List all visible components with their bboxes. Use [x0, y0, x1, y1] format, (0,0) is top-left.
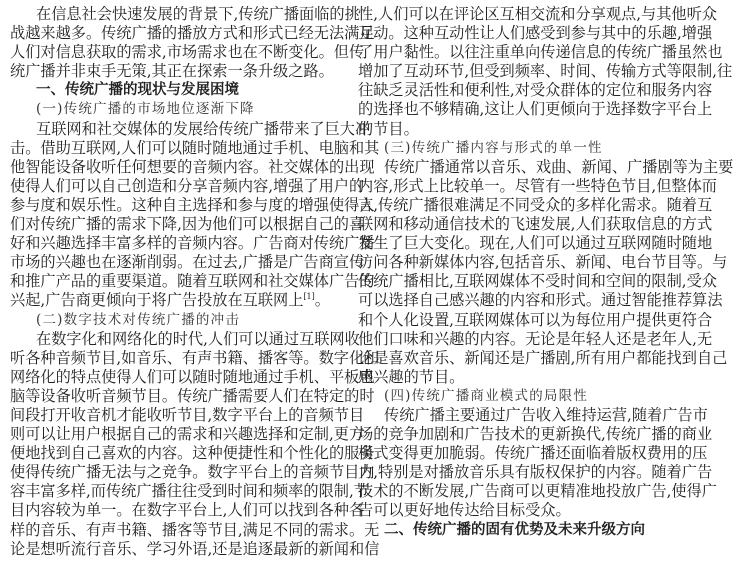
line-text: 感兴趣的节目。 — [358, 367, 465, 386]
line-text: 容丰富多样,而传统广播往往受到时间和频率的限制,节 — [10, 482, 369, 501]
text-line — [358, 272, 717, 291]
line-text: 论是喜欢音乐、新闻还是广播剧,所有用户都能找到自己 — [358, 348, 728, 367]
text-line — [10, 520, 380, 540]
line-text: 人们对信息获取的需求,市场需求也在不断变化。但传 — [10, 43, 365, 62]
line-text: 可以选择自己感兴趣的内容和形式。通过智能推荐算法 — [358, 291, 723, 310]
text-line — [358, 310, 713, 330]
text-line — [358, 5, 717, 24]
text-line — [358, 234, 713, 253]
text-line — [10, 272, 375, 291]
text-line — [358, 405, 708, 425]
left-column — [10, 5, 380, 559]
line-text: 场的竞争加剧和广告技术的更新换代,传统广播的商业 — [358, 425, 713, 444]
citation-reference[interactable]: [1] — [303, 292, 315, 302]
line-text: 技术的不断发展,广告商可以更精准地投放广告,使得广 — [358, 482, 717, 501]
text-line — [358, 100, 713, 119]
line-text: 性,人们可以在评论区互相交流和分享观点,与其他听众 — [358, 5, 717, 23]
text-line — [10, 138, 380, 158]
line-text: 内容,形式上比较单一。尽管有一些特色节目,但整体而 — [358, 176, 717, 195]
text-line — [10, 311, 331, 330]
line-text: 样的音乐、有声书籍、播客等节目,满足不同的需求。无 — [10, 520, 380, 539]
section-heading — [358, 521, 679, 540]
text-line — [10, 119, 371, 139]
paragraph — [358, 405, 717, 521]
text-line — [358, 329, 713, 349]
line-text: 了用户黏性。以往注重单向传递信息的传统广播虽然也 — [358, 43, 723, 62]
line-text: (三)传统广播内容与形式的单一性 — [384, 139, 603, 156]
line-text: (四)传统广播商业模式的局限性 — [384, 387, 589, 404]
paragraph — [10, 5, 375, 81]
text-line — [10, 348, 380, 368]
text-line — [10, 157, 375, 177]
text-line — [10, 100, 331, 119]
line-text: 则可以让用户根据自己的需求和兴趣选择和定制,更方 — [10, 425, 365, 444]
text-line — [358, 157, 733, 177]
line-text: 告可以更好地传达给目标受众。 — [358, 501, 571, 520]
text-line — [10, 501, 365, 520]
line-text: 便地找到自己喜欢的内容。这种便捷性和个性化的服务 — [10, 444, 375, 463]
text-line — [358, 176, 717, 196]
text-line — [10, 482, 369, 501]
text-line — [358, 43, 723, 62]
text-line — [10, 253, 365, 272]
section-heading — [10, 81, 331, 100]
paragraph — [358, 5, 733, 139]
line-text: 兴起,广告商更倾向于将广告投放在互联网上 — [10, 291, 304, 310]
text-line — [10, 291, 331, 310]
right-column — [358, 5, 733, 540]
subsection-heading — [10, 311, 331, 330]
subsection-heading — [358, 387, 679, 406]
line-text: 发生了巨大变化。现在,人们可以通过互联网随时随地 — [358, 234, 713, 253]
line-text: 目内容较为单一。在数字平台上,人们可以找到各种各 — [10, 501, 365, 520]
text-line — [10, 195, 375, 215]
text-line — [10, 234, 375, 253]
text-line — [10, 329, 360, 349]
line-text: 在信息社会快速发展的背景下,传统广播面临的挑 — [36, 5, 360, 23]
line-text: 和个人化设置,互联网媒体可以为每位用户提供更符合 — [358, 310, 713, 329]
line-text: 访问各种新媒体内容,包括音乐、新闻、电台节目等。与 — [358, 253, 728, 272]
text-line — [10, 405, 365, 425]
text-line — [10, 176, 365, 196]
text-line — [10, 5, 360, 24]
line-text: 他智能设备收听任何想要的音频内容。社交媒体的出现 — [10, 157, 375, 176]
line-text: 使得传统广播无法与之竞争。数字平台上的音频节目内 — [10, 463, 375, 482]
text-line — [358, 387, 679, 406]
text-line — [358, 81, 713, 100]
text-line — [358, 444, 708, 463]
line-text: 模式变得更加脆弱。传统广播还面临着版权费用的压 — [358, 444, 708, 463]
line-text: 使得人们可以自己创造和分享音频内容,增强了用户的 — [10, 176, 365, 195]
line-text: 论是想听流行音乐、学习外语,还是追逐最新的新闻和信 — [10, 539, 380, 558]
text-line — [358, 120, 679, 139]
line-text: 的选择也不够精确,这让人们更倾向于选择数字平台上 — [358, 100, 713, 119]
line-text: 间段打开收音机才能收听节目,数字平台上的音频节目 — [10, 405, 365, 424]
text-line — [358, 482, 717, 501]
text-line — [358, 501, 679, 520]
line-text: 他们口味和兴趣的内容。无论是年轻人还是老年人,无 — [358, 329, 713, 348]
text-line — [10, 24, 375, 43]
text-line — [10, 215, 365, 234]
line-text: 言,传统广播很难满足不同受众的多样化需求。随着互 — [358, 195, 713, 214]
text-line — [358, 521, 679, 540]
text-line — [10, 425, 365, 444]
line-text: (二)数字技术对传统广播的冲击 — [36, 311, 241, 328]
line-text: 统广播并非束手无策,其正在探索一条升级之路。 — [10, 62, 334, 81]
text-line — [358, 253, 728, 272]
text-line — [10, 539, 380, 559]
subsection-heading — [358, 139, 679, 158]
line-text: (一)传统广播的市场地位逐渐下降 — [36, 101, 255, 118]
subsection-heading — [10, 100, 331, 119]
paragraph — [10, 329, 380, 559]
line-text: 二、传统广播的固有优势及未来升级方向 — [384, 521, 645, 538]
line-text: 的节目。 — [358, 119, 419, 138]
line-text: 传统广播主要通过广告收入维持运营,随着广告市 — [384, 405, 708, 424]
paragraph — [10, 119, 380, 311]
line-text: 在数字化和网络化的时代,人们可以通过互联网收 — [36, 329, 360, 348]
line-text: 听各种音频节目,如音乐、有声书籍、播客等。数字化和 — [10, 348, 380, 367]
line-text: 增加了互动环节,但受到频率、时间、传输方式等限制,往 — [358, 62, 733, 81]
line-text: 一、传统广播的现状与发展困境 — [36, 82, 239, 99]
line-text: 战越来越多。传统广播的播放方式和形式已经无法满足 — [10, 24, 375, 43]
text-line — [358, 24, 713, 43]
text-line — [10, 386, 375, 406]
text-line — [10, 62, 334, 81]
line-text: 。 — [314, 291, 330, 310]
line-text: 传统广播相比,互联网媒体不受时间和空间的限制,受众 — [358, 272, 717, 291]
line-text: 们对传统广播的需求下降,因为他们可以根据自己的喜 — [10, 215, 365, 234]
line-text: 网络化的特点使得人们可以随时随地通过手机、平板电 — [10, 367, 375, 386]
text-line — [10, 444, 375, 463]
text-line — [10, 81, 331, 100]
text-line — [10, 367, 375, 387]
line-text: 往缺乏灵活性和便利性,对受众群体的定位和服务内容 — [358, 81, 713, 100]
line-text: 好和兴趣选择丰富多样的音频内容。广告商对传统广播 — [10, 234, 375, 253]
text-line — [358, 425, 713, 444]
line-text: 参与度和娱乐性。这种自主选择和参与度的增强使得人 — [10, 195, 375, 214]
text-line — [358, 139, 679, 158]
text-line — [358, 348, 728, 368]
text-line — [358, 62, 733, 81]
text-line — [358, 195, 713, 215]
paragraph — [358, 157, 733, 387]
line-text: 力,特别是对播放音乐具有版权保护的内容。随着广告 — [358, 463, 713, 482]
text-line — [10, 463, 375, 482]
text-line — [358, 368, 679, 387]
line-text: 击。借助互联网,人们可以随时随地通过手机、电脑和其 — [10, 138, 380, 157]
line-text: 互联网和社交媒体的发展给传统广播带来了巨大冲 — [36, 119, 371, 138]
line-text: 脑等设备收听音频节目。传统广播需要人们在特定的时 — [10, 386, 375, 405]
line-text: 和推广产品的重要渠道。随着互联网和社交媒体广告的 — [10, 272, 375, 291]
text-line — [10, 43, 365, 62]
line-text: 互动。这种互动性让人们感受到参与其中的乐趣,增强 — [358, 24, 713, 43]
line-text: 市场的兴趣也在逐渐削弱。在过去,广播是广告商宣传 — [10, 253, 365, 272]
text-line — [358, 291, 723, 310]
line-text: 联网和移动通信技术的飞速发展,人们获取信息的方式 — [358, 215, 713, 234]
text-line — [358, 463, 713, 482]
text-line — [358, 215, 713, 234]
line-text: 传统广播通常以音乐、戏曲、新闻、广播剧等为主要 — [384, 157, 733, 176]
